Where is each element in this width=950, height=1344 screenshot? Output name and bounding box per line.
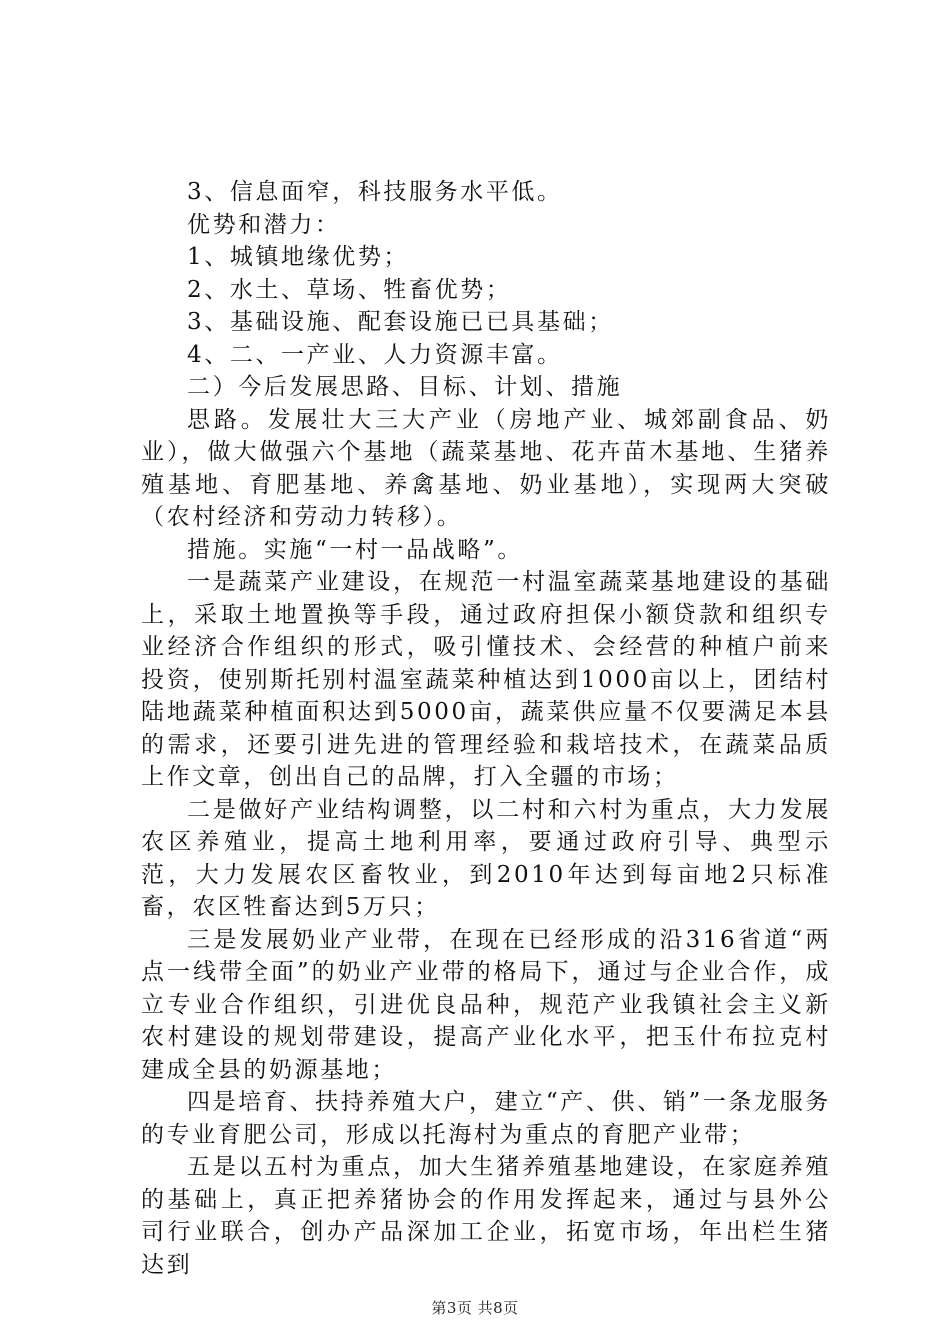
text-line-advantages-heading: 优势和潜力： [187,211,341,238]
text-line-advantage-2: 2、水土、草场、牲畜优势； [187,276,512,303]
text-line-advantage-1: 1、城镇地缘优势； [187,244,410,270]
text-line-advantage-4: 4、二、一产业、人力资源丰富。 [187,341,563,368]
paragraph-dairy-belt: 三是发展奶业产业带，在现在已经形成的沿316省道“两点一线带全面”的奶业产业带的格局下，通过与企业合作，成立专业合作组织，引进优良品种，规范产业我镇社会主义新农村建设的规划带建设，提高产业化水平，把玉什布拉克村建成全县的奶源基地； [141,926,831,1083]
paragraph-structure-adjustment: 二是做好产业结构调整，以二村和六村为重点，大力发展农区养殖业，提高土地利用率，要通过政府引导、典型示范，大力发展农区畜牧业，到2010年达到每亩地2只标准畜，农区牲畜达到5万只； [141,796,831,920]
paragraph-pig-farming: 五是以五村为重点，加大生猪养殖基地建设，在家庭养殖的基础上，真正把养猪协会的作用发挥起来，通过与县外公司行业联合，创办产品深加工企业，拓宽市场，年出栏生猪达到 [141,1154,831,1278]
paragraph-fattening-company: 四是培育、扶持养殖大户，建立“产、供、销”一条龙服务的专业育肥公司，形成以托海村为重点的育肥产业带； [141,1089,831,1148]
text-line-advantage-3: 3、基础设施、配套设施已已具基础； [187,309,614,335]
text-line-weakness-3: 3、信息面窄，科技服务水平低。 [187,179,563,205]
page-footer: 第3页 共8页 [431,1299,519,1317]
paragraph-measures: 措施。实施“一村一品战略”。 [187,536,523,563]
section-heading-plan: 二）今后发展思路、目标、计划、措施 [187,374,623,400]
paragraph-strategy: 思路。发展壮大三大产业（房地产业、城郊副食品、奶业），做大做强六个基地（蔬菜基地、花卉苗木基地、生猪养殖基地、育肥基地、养禽基地、奶业基地），实现两大突破（农村经济和劳动力转移）。 [141,406,831,530]
document-body [141,176,831,1281]
paragraph-vegetable-industry: 一是蔬菜产业建设，在规范一村温室蔬菜基地建设的基础上，采取土地置换等手段，通过政府担保小额贷款和组织专业经济合作组织的形式，吸引懂技术、会经营的种植户前来投资，使别斯托别村温室蔬菜种植达到1000亩以上，团结村陆地蔬菜种植面积达到5000亩，蔬菜供应量不仅要满足本县的需求，还要引进先进的管理经验和栽培技术，在蔬菜品质上作文章，创出自己的品牌，打入全疆的市场； [141,569,831,790]
